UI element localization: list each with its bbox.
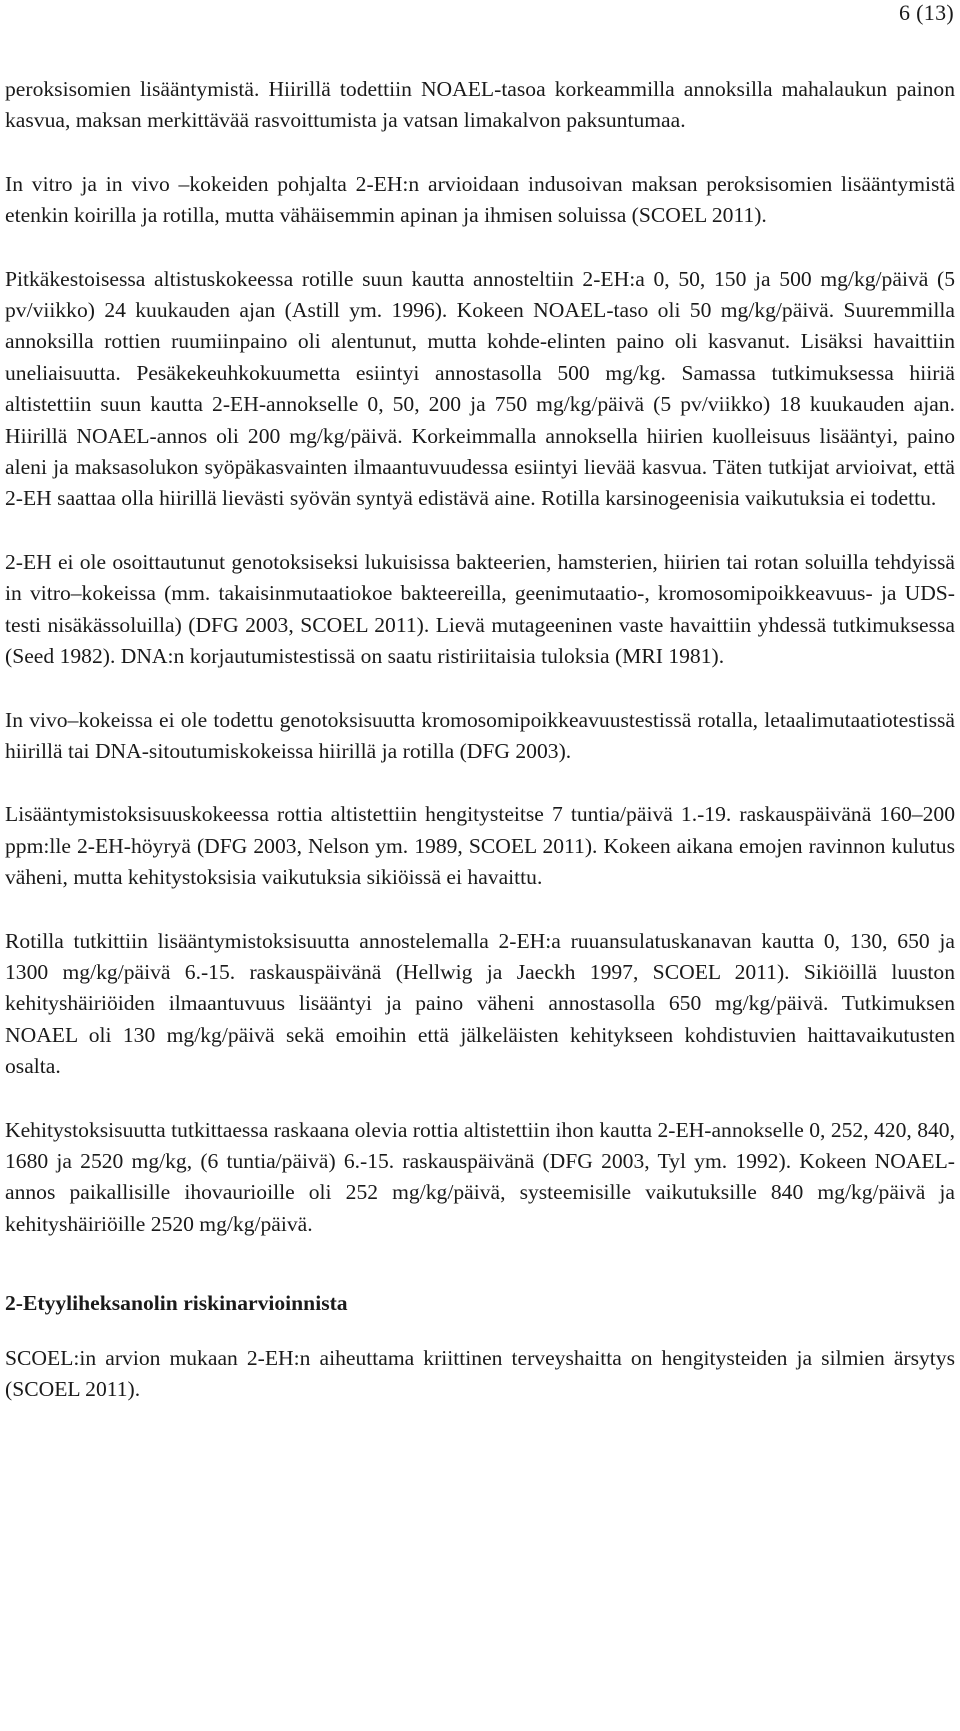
paragraph-in-vitro-in-vivo: In vitro ja in vivo –kokeiden pohjalta 2-EH:n arvioidaan indusoivan maksan peroksisomien lisääntymistä etenkin koirilla ja rotilla, mutta vähäisemmin apinan ja ihmisen soluissa (SCOEL 2011). xyxy=(5,171,955,228)
page-number: 6 (13) xyxy=(899,0,954,25)
paragraph-genotoxicity-in-vivo: In vivo–kokeissa ei ole todettu genotoksisuutta kromosomipoikkeavuustestissä rotalla, letaalimutaatiotestissä hiirillä tai DNA-sitoutumiskokeissa hiirillä ja rotilla (DFG 2003). xyxy=(5,707,955,763)
section-heading: 2-Etyyliheksanolin riskinarvioinnista xyxy=(5,1291,348,1316)
paragraph-continuation: peroksisomien lisääntymistä. Hiirillä todettiin NOAEL-tasoa korkeammilla annoksilla mahalaukun painon kasvua, maksan merkittävää rasvoittumista ja vatsan limakalvon paksuntumaa. xyxy=(5,77,955,133)
document-body xyxy=(5,74,955,1405)
paragraph-developmental-dermal: Kehitystoksisuutta tutkittaessa raskaana olevia rottia altistettiin ihon kautta 2-EH-annokselle 0, 252, 420, 840, 1680 ja 2520 mg/kg, (6 tuntia/päivä) 6.-15. raskauspäivänä (DFG 2003, Tyl ym. 1992). Kokeen NOAEL-annos paikallisille ihovaurioille oli 252 mg/kg/päivä, systeemisille vaikutuksille 840 mg/kg/päivä ja kehityshäiriöille 2520 mg/kg/päivä. xyxy=(5,1117,955,1236)
paragraph-reproductive-inhalation: Lisääntymistoksisuuskokeessa rottia altistettiin hengitysteitse 7 tuntia/päivä 1.-19. raskauspäivänä 160–200 ppm:lle 2-EH-höyryä (DFG 2003, Nelson ym. 1989, SCOEL 2011). Kokeen aikana emojen ravinnon kulutus väheni, mutta kehitystoksisia vaikutuksia sikiöissä ei havaittu. xyxy=(5,802,955,890)
paragraph-reproductive-oral: Rotilla tutkittiin lisääntymistoksisuutta annostelemalla 2-EH:a ruuansulatuskanavan kautta 0, 130, 650 ja 1300 mg/kg/päivä 6.-15. raskauspäivänä (Hellwig ja Jaeckh 1997, SCOEL 2011). Sikiöillä luuston kehityshäiriöiden ilmaantuvuus lisääntyi ja paino väheni annostasolla 650 mg/kg/päivä. Tutkimuksen NOAEL oli 130 mg/kg/päivä sekä emoihin että jälkeläisten kehitykseen kohdistuvien haittavaikutusten osalta. xyxy=(5,928,955,1079)
paragraph-long-term-exposure: Pitkäkestoisessa altistuskokeessa rotille suun kautta annosteltiin 2-EH:a 0, 50, 150 ja 500 mg/kg/päivä (5 pv/viikko) 24 kuukauden ajan (Astill ym. 1996). Kokeen NOAEL-taso oli 50 mg/kg/päivä. Suuremmilla annoksilla rottien ruumiinpaino oli alentunut, mutta kohde-elinten paino oli kasvanut. Lisäksi havaittiin uneliaisuutta. Pesäkekeuhkokuumetta esiintyi annostasolla 500 mg/kg. Samassa tutkimuksessa hiiriä altistettiin suun kautta 2-EH-annokselle 0, 50, 200 ja 750 mg/kg/päivä (5 pv/viikko) 18 kuukauden ajan. Hiirillä NOAEL-annos oli 200 mg/kg/päivä. Korkeimmalla annoksella hiirien kuolleisuus lisääntyi, paino aleni ja maksasolukon syöpäkasvainten ilmaantuvuudessa esiintyi lievää kasvua. Täten tutkijat arvioivat, että 2-EH saattaa olla hiirillä lievästi syövän syntyä edistävä aine. Rotilla karsinogeenisia vaikutuksia ei todettu. xyxy=(5,266,955,511)
paragraph-risk-assessment: SCOEL:in arvion mukaan 2-EH:n aiheuttama kriittinen terveyshaitta on hengitysteiden ja silmien ärsytys (SCOEL 2011). xyxy=(5,1345,955,1401)
paragraph-genotoxicity-in-vitro: 2-EH ei ole osoittautunut genotoksiseksi lukuisissa bakteerien, hamsterien, hiirien tai rotan soluilla tehdyissä in vitro–kokeissa (mm. takaisinmutaatiokoe bakteereilla, geenimutaatio-, kromosomipoikkeavuus- ja UDS-testi nisäkässoluilla) (DFG 2003, SCOEL 2011). Lievä mutageeninen vaste havaittiin yhdessä tutkimuksessa (Seed 1982). DNA:n korjautumistestissä on saatu ristiriitaisia tuloksia (MRI 1981). xyxy=(5,549,955,669)
